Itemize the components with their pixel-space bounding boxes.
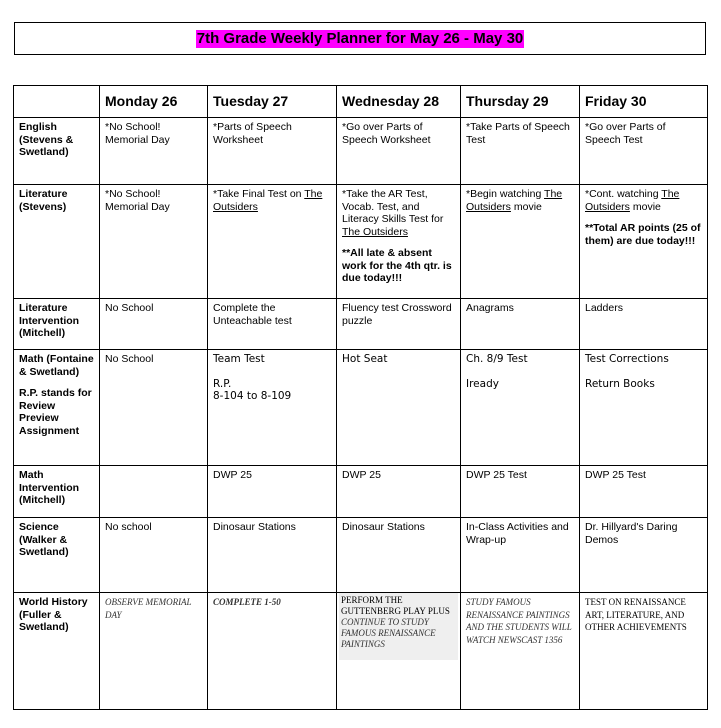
english-mon: *No School! Memorial Day [100, 118, 208, 185]
book-title-link: The Outsiders [213, 188, 323, 213]
world-history-wed-box [339, 593, 458, 660]
literature-thu-text: *Begin watching [466, 188, 545, 200]
math-mon: No School [100, 350, 208, 466]
day-header-tuesday: Tuesday 27 [208, 86, 337, 118]
world-history-wed-italic: CONTINUE TO STUDY FAMOUS RENAISSANCE PAINTINGS [341, 617, 436, 649]
world-history-fri [580, 593, 708, 710]
math-thu-text: Ch. 8/9 Test [466, 353, 528, 365]
subject-math-intervention: Math Intervention (Mitchell) [14, 466, 100, 518]
lit-intervention-mon: No School [100, 299, 208, 350]
literature-tue-text: *Take Final Test on [213, 188, 305, 200]
weekly-planner-table [13, 85, 708, 710]
literature-fri [580, 185, 708, 299]
english-thu: *Take Parts of Speech Test [461, 118, 580, 185]
book-title-link: The Outsiders [466, 188, 563, 213]
book-title-link: The Outsiders [585, 188, 680, 213]
math-fri-text-2: Return Books [585, 377, 655, 390]
lit-intervention-fri: Ladders [580, 299, 708, 350]
row-lit-intervention [14, 299, 708, 350]
subject-math [14, 350, 100, 466]
math-intervention-thu: DWP 25 Test [461, 466, 580, 518]
world-history-thu [461, 593, 580, 710]
math-tue-range: 8-104 to 8-109 [213, 390, 292, 402]
science-thu: In-Class Activities and Wrap-up [461, 518, 580, 593]
subject-literature: Literature (Stevens) [14, 185, 100, 299]
row-math-intervention [14, 466, 708, 518]
world-history-mon [100, 593, 208, 710]
world-history-tue [208, 593, 337, 710]
title-box [14, 22, 706, 55]
math-intervention-tue: DWP 25 [208, 466, 337, 518]
english-wed: *Go over Parts of Speech Worksheet [337, 118, 461, 185]
lit-intervention-thu: Anagrams [461, 299, 580, 350]
world-history-tue-text: COMPLETE 1-50 [213, 597, 281, 607]
science-mon: No school [100, 518, 208, 593]
world-history-thu-text: STUDY FAMOUS RENAISSANCE PAINTINGS AND THE STUDENTS WILL WATCH NEWSCAST 1356 [466, 597, 572, 645]
book-title-link: The Outsiders [342, 225, 408, 238]
literature-mon: *No School! Memorial Day [100, 185, 208, 299]
literature-fri-post: movie [629, 200, 661, 213]
subject-lit-intervention: Literature Intervention (Mitchell) [14, 299, 100, 350]
math-tue-text: Team Test [213, 353, 265, 365]
row-english [14, 118, 708, 185]
world-history-wed [337, 593, 461, 710]
math-thu [461, 350, 580, 466]
literature-thu [461, 185, 580, 299]
literature-wed-text: *Take the AR Test, Vocab. Test, and Literacy Skills Test for [342, 188, 444, 225]
science-fri: Dr. Hillyard's Daring Demos [580, 518, 708, 593]
literature-wed [337, 185, 461, 299]
math-intervention-mon [100, 466, 208, 518]
subject-world-history: World History (Fuller & Swetland) [14, 593, 100, 710]
header-corner [14, 86, 100, 118]
science-wed: Dinosaur Stations [337, 518, 461, 593]
literature-tue [208, 185, 337, 299]
row-world-history [14, 593, 708, 710]
literature-thu-post: movie [510, 200, 542, 213]
row-math [14, 350, 708, 466]
english-fri: *Go over Parts of Speech Test [580, 118, 708, 185]
day-header-friday: Friday 30 [580, 86, 708, 118]
world-history-wed-text: PERFORM THE GUTTENBERG PLAY PLUS [341, 595, 450, 616]
page-title: 7th Grade Weekly Planner for May 26 - May 30 [196, 30, 524, 47]
day-header-thursday: Thursday 29 [461, 86, 580, 118]
math-fri [580, 350, 708, 466]
row-literature [14, 185, 708, 299]
math-wed: Hot Seat [337, 350, 461, 466]
lit-intervention-tue: Complete the Unteachable test [208, 299, 337, 350]
lit-intervention-wed: Fluency test Crossword puzzle [337, 299, 461, 350]
world-history-fri-text: TEST ON RENAISSANCE ART, LITERATURE, AND OTHER ACHIEVEMENTS [585, 597, 687, 632]
literature-fri-text: *Cont. watching [585, 188, 662, 200]
math-thu-text-2: Iready [466, 377, 499, 390]
math-fri-text: Test Corrections [585, 353, 669, 365]
day-header-wednesday: Wednesday 28 [337, 86, 461, 118]
english-tue: *Parts of Speech Worksheet [208, 118, 337, 185]
math-subject-note: R.P. stands for Review Preview Assignment [19, 387, 92, 437]
subject-science: Science (Walker & Swetland) [14, 518, 100, 593]
day-header-monday: Monday 26 [100, 86, 208, 118]
row-science [14, 518, 708, 593]
subject-english: English (Stevens & Swetland) [14, 118, 100, 185]
math-tue-rp: R.P. [213, 377, 232, 390]
science-tue: Dinosaur Stations [208, 518, 337, 593]
math-tue [208, 350, 337, 466]
math-intervention-wed: DWP 25 [337, 466, 461, 518]
header-row [14, 86, 708, 118]
literature-wed-note: **All late & absent work for the 4th qtr. is due today!!! [342, 247, 452, 284]
math-intervention-fri: DWP 25 Test [580, 466, 708, 518]
math-subject-name: Math (Fontaine & Swetland) [19, 353, 94, 378]
world-history-mon-text: OBSERVE MEMORIAL DAY [105, 597, 192, 620]
literature-fri-note: **Total AR points (25 of them) are due today!!! [585, 222, 701, 247]
